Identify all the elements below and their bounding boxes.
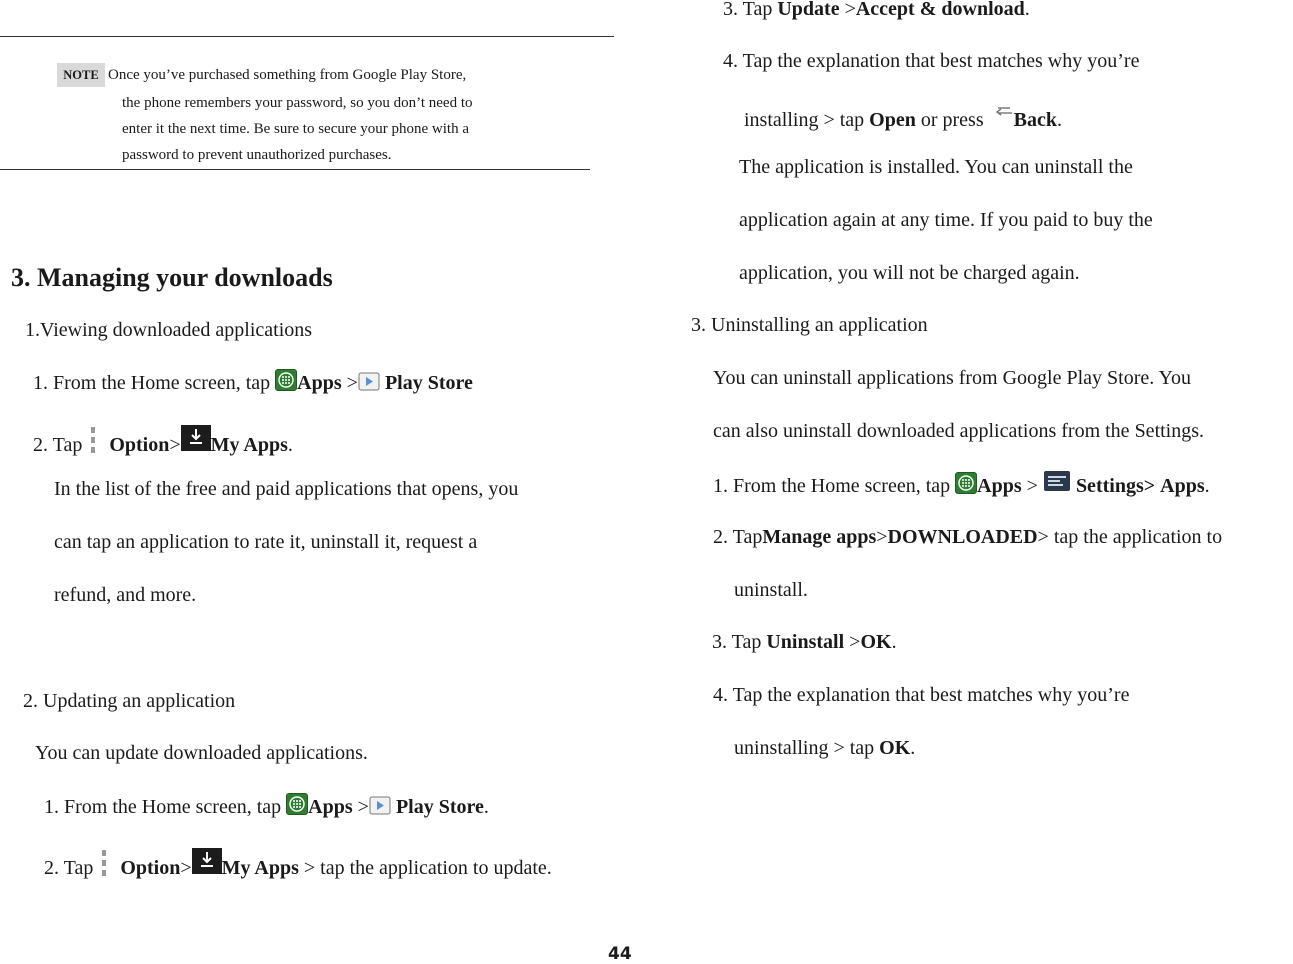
back-arrow-icon: [994, 104, 1014, 118]
uninstalling-step-4-line-2: uninstalling > tap OK.: [734, 737, 916, 759]
install-step-4-line-1: 4. Tap the explanation that best matches why you’re: [723, 50, 1140, 72]
note-line-2: the phone remembers your password, so you don’t need to: [122, 95, 473, 111]
uninstalling-title: 3. Uninstalling an application: [691, 314, 928, 336]
viewing-desc-1: In the list of the free and paid applications that opens, you: [54, 478, 519, 500]
installed-line-3: application, you will not be charged again.: [739, 262, 1080, 284]
page-number: 44: [608, 944, 632, 964]
note-line-1: Once you’ve purchased something from Google Play Store,: [108, 67, 467, 83]
play-store-icon: [358, 371, 380, 391]
uninstalling-intro-1: You can uninstall applications from Google Play Store. You: [713, 367, 1191, 389]
uninstalling-intro-2: can also uninstall downloaded applications from the Settings.: [713, 420, 1205, 442]
section-heading: 3. Managing your downloads: [11, 263, 333, 292]
settings-icon: [1043, 470, 1071, 492]
installed-line-1: The application is installed. You can uninstall the: [739, 156, 1133, 178]
uninstalling-step-3: 3. Tap Uninstall >OK.: [712, 631, 897, 653]
viewing-title: 1.Viewing downloaded applications: [25, 319, 313, 341]
uninstalling-step-4-line-1: 4. Tap the explanation that best matches why you’re: [713, 684, 1130, 706]
menu-dots-icon: [98, 848, 110, 878]
note-tag: NOTE: [57, 63, 105, 87]
viewing-desc-3: refund, and more.: [54, 584, 197, 606]
apps-icon: [275, 369, 297, 391]
updating-step-2: 2. Tap Option> My Apps > tap the application to update.: [44, 848, 552, 880]
play-store-icon: [369, 795, 391, 815]
updating-title: 2. Updating an application: [23, 690, 236, 712]
uninstalling-step-1: 1. From the Home screen, tap Apps > Settings> Apps.: [713, 470, 1210, 498]
note-line-4: password to prevent unauthorized purchases.: [122, 147, 392, 163]
viewing-desc-2: can tap an application to rate it, uninstall it, request a: [54, 531, 478, 553]
download-icon: [192, 848, 222, 874]
viewing-step-1: 1. From the Home screen, tap Apps > Play Store: [33, 369, 473, 395]
installed-line-2: application again at any time. If you paid to buy the: [739, 209, 1153, 231]
viewing-step-2: 2. Tap Option> My Apps.: [33, 425, 293, 457]
apps-icon: [955, 472, 977, 494]
note-top-rule: [0, 36, 614, 37]
updating-intro: You can update downloaded applications.: [35, 742, 368, 764]
install-step-3: 3. Tap Update >Accept & download.: [723, 0, 1030, 20]
note-bottom-rule: [0, 169, 590, 170]
menu-dots-icon: [87, 425, 99, 455]
uninstalling-step-2: 2. TapManage apps>DOWNLOADED> tap the application to: [713, 526, 1223, 548]
updating-step-1: 1. From the Home screen, tap Apps > Play Store.: [44, 793, 489, 819]
install-step-4-line-2: installing > tap Open or press Back.: [744, 104, 1062, 132]
note-line-3: enter it the next time. Be sure to secure your phone with a: [122, 121, 469, 137]
download-icon: [181, 425, 211, 451]
apps-icon: [286, 793, 308, 815]
uninstalling-step-2-line-2: uninstall.: [734, 579, 808, 601]
